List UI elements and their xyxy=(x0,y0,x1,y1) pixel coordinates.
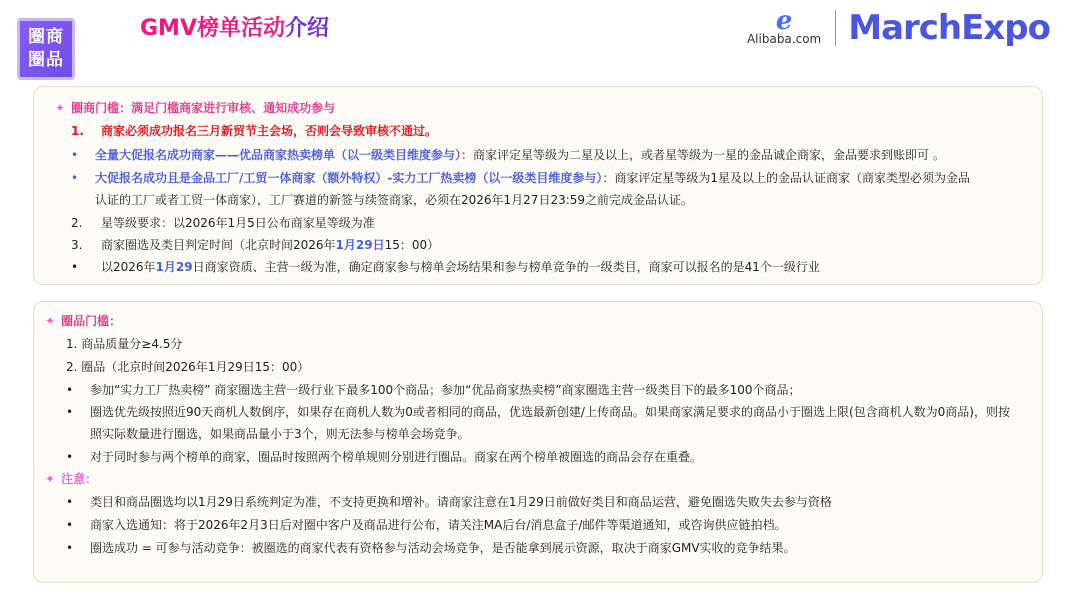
star-icon: ✦ xyxy=(55,101,66,115)
card1-item3-post: 15：00） xyxy=(384,238,440,252)
march-expo-logo: MarchExpo xyxy=(848,8,1050,48)
card1-header-text: 圈商门槛：满足门槛商家进行审核、通知成功参与 xyxy=(71,101,336,115)
card2-note2-text: 商家入选通知：将于2026年2月3日后对圈中客户及商品进行公布，请关注MA后台/消息盒子/邮件等渠道通知，或咨询供应链拍档。 xyxy=(90,518,787,532)
card1-item3-num: 3. xyxy=(71,238,83,252)
card1-item1-num: 1. xyxy=(71,124,84,138)
card2-header xyxy=(45,312,121,330)
card2-header-text: 圈品门槛： xyxy=(61,314,122,328)
card2-item2: 2. 圈品（北京时间2026年1月29日15：00） xyxy=(66,360,310,374)
alibaba-logo-text: Alibaba.com xyxy=(746,32,822,46)
bullet-icon: • xyxy=(66,518,74,532)
card1-bullet-c-pre: 以2026年 xyxy=(101,260,156,274)
card2-note3 xyxy=(66,539,796,557)
card1-item3-pre: 商家圈选及类目判定时间（北京时间2026年 xyxy=(101,238,336,252)
card2-note3-text: 圈选成功 = 可参与活动竞争：被圈选的商家代表有资格参与活动会场竞争，是否能拿到展示资源，取决于商家GMV实收的竞争结果。 xyxy=(90,541,796,555)
bullet-icon: • xyxy=(71,148,79,162)
card1-header xyxy=(55,99,335,117)
card1-bullet-c-post: 日商家资质、主营一级为准，确定商家参与榜单会场结果和参与榜单竞争的一级类目，商家可以报名的是41个一级行业 xyxy=(192,260,820,274)
card2-bullet2-text: 圈选优先级按照近90天商机人数倒序，如果存在商机人数为0或者相同的商品，优选最新创建/上传商品。如果商家满足要求的商品小于圈选上限(包含商机人数为0商品)，则按 xyxy=(90,405,1010,419)
alibaba-logo-icon: ℯ xyxy=(775,6,793,36)
card1-bullet-a-title: 全量大促报名成功商家——优品商家热卖榜单（以一级类目维度参与） xyxy=(95,148,462,162)
badge xyxy=(17,18,75,80)
card2-bullet2 xyxy=(66,403,1010,421)
badge-line2: 圈品 xyxy=(28,50,64,70)
card2-item1: 1. 商品质量分≥4.5分 xyxy=(66,337,183,351)
card1-item2-text: 星等级要求：以2026年1月5日公布商家星等级为准 xyxy=(101,216,375,230)
card2-note1 xyxy=(66,493,832,511)
card2-bullet1-text: 参加“实力工厂热卖榜” 商家圈选主营一级行业下最多100个商品；参加“优品商家热卖榜”商家圈选主营一级类目下的最多100个商品； xyxy=(90,383,801,397)
card1-bullet-b-title: 大促报名成功且是金品工厂/工贸一体商家（额外特权）-实力工厂热卖榜（以一级类目维度参与） xyxy=(95,171,603,185)
card2-note-header xyxy=(45,470,97,488)
card1-item3-date: 1月29日 xyxy=(335,238,385,252)
card1-bullet-a xyxy=(71,146,945,164)
card2-bullet2-cont: 照实际数量进行圈选，如果商品量小于3个，则无法参与榜单会场竞争。 xyxy=(90,427,470,441)
page-title-part2: 介绍 xyxy=(284,16,329,41)
merchant-threshold-card xyxy=(33,86,1043,285)
card1-item1 xyxy=(71,122,437,140)
card1-item1-text: 商家必须成功报名三月新贸节主会场，否则会导致审核不通过。 xyxy=(101,124,438,138)
bullet-icon: • xyxy=(66,383,74,397)
card1-bullet-a-rest: ：商家评定星等级为二星及以上，或者星等级为一星的金品诚企商家，金品要求到账即可 。 xyxy=(461,148,945,162)
star-icon: ✦ xyxy=(45,472,56,486)
card1-item2 xyxy=(71,214,375,232)
bullet-icon: • xyxy=(66,541,74,555)
card2-bullet3-text: 对于同时参与两个榜单的商家，圈品时按照两个榜单规则分别进行圈品。商家在两个榜单被圈选的商品会存在重叠。 xyxy=(90,450,703,464)
card1-bullet-b-rest: ：商家评定星等级为1星及以上的金品认证商家（商家类型必须为金品 xyxy=(602,171,971,185)
star-icon: ✦ xyxy=(45,314,56,328)
page-title-part1: GMV榜单活动 xyxy=(140,16,285,41)
badge-line1: 圈商 xyxy=(28,27,64,47)
card1-bullet-c-date: 1月29 xyxy=(155,260,193,274)
card1-item3 xyxy=(71,236,439,254)
card2-bullet1 xyxy=(66,381,801,399)
bullet-icon: • xyxy=(71,171,79,185)
page-title xyxy=(140,14,329,44)
bullet-icon: • xyxy=(66,450,74,464)
product-threshold-card xyxy=(33,301,1043,583)
card2-note1-text: 类目和商品圈选均以1月29日系统判定为准，不支持更换和增补。请商家注意在1月29日前做好类目和商品运营，避免圈选失败失去参与资格 xyxy=(90,495,832,509)
bullet-icon: • xyxy=(66,405,74,419)
card1-bullet-b xyxy=(71,169,970,187)
logo-divider xyxy=(835,10,836,46)
card2-note-header-text: 注意： xyxy=(61,472,98,486)
card2-bullet3 xyxy=(66,448,702,466)
logo-area xyxy=(747,8,1050,48)
bullet-icon: • xyxy=(66,495,74,509)
card1-item2-num: 2. xyxy=(71,216,83,230)
card1-bullet-c xyxy=(71,258,820,276)
alibaba-logo xyxy=(746,6,822,46)
card1-bullet-b-cont: 认证的工厂或者工贸一体商家），工厂赛道的新签与续签商家，必须在2026年1月27日23:59之前完成金品认证。 xyxy=(95,193,694,207)
bullet-icon: • xyxy=(71,260,79,274)
card2-note2 xyxy=(66,516,786,534)
